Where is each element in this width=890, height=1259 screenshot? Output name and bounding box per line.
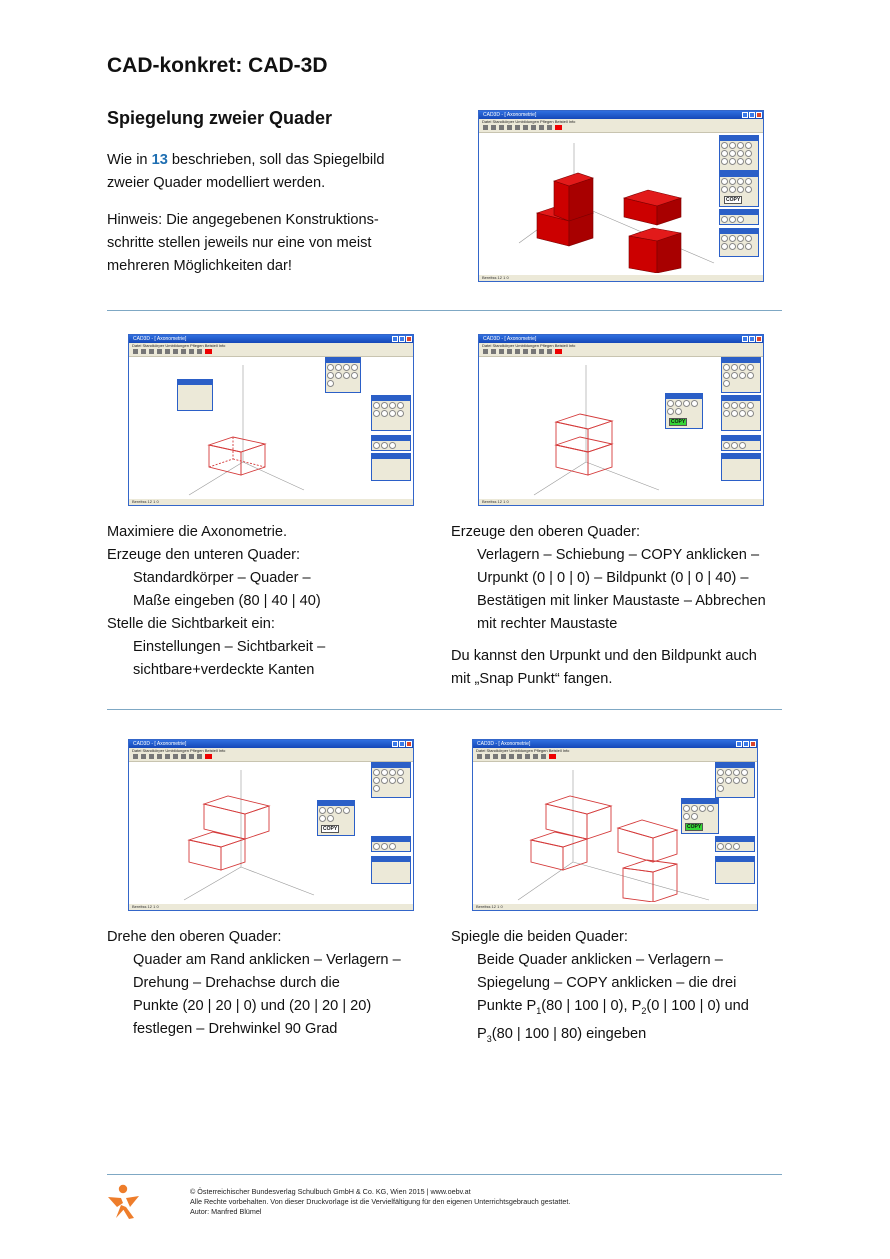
window-toolbar[interactable] xyxy=(479,124,763,133)
axonometric-view xyxy=(473,762,713,902)
copy-toggle[interactable]: COPY xyxy=(323,826,338,832)
transform-palette-floating[interactable] xyxy=(317,800,355,836)
maximize-icon[interactable] xyxy=(749,112,755,118)
maximize-icon[interactable] xyxy=(399,336,405,342)
divider xyxy=(107,709,782,710)
minimize-icon[interactable] xyxy=(392,741,398,747)
color-palette[interactable] xyxy=(715,856,755,884)
minimize-icon[interactable] xyxy=(736,741,742,747)
window-menubar[interactable]: Datei Standkörper Umbildungen Pflegen Beistell Info xyxy=(473,748,757,753)
close-icon[interactable] xyxy=(750,741,756,747)
standard-bodies-palette[interactable] xyxy=(721,357,761,393)
close-icon[interactable] xyxy=(406,741,412,747)
color-palette[interactable] xyxy=(371,856,411,884)
copy-toggle[interactable]: COPY xyxy=(687,824,702,830)
transform-palette[interactable] xyxy=(371,395,411,431)
cad-window-result xyxy=(478,110,764,282)
wireframe-cuboid xyxy=(209,437,265,475)
transform-palette-floating[interactable] xyxy=(681,798,719,834)
minimize-icon[interactable] xyxy=(742,336,748,342)
step1-text: Maximiere die Axonometrie. Erzeuge den unteren Quader: Standardkörper – Quader – Maße eingeben (80 | 40 | 40) Stelle die Sichtbarkeit ein: Einstellungen – Sichtbarkeit – sichtbare+verdeckte Kanten xyxy=(107,524,326,678)
page-title: CAD-konkret: CAD-3D xyxy=(107,54,328,77)
window-menubar[interactable]: Datei Standkörper Umbildungen Pflegen Beistell Info xyxy=(479,119,763,124)
window-toolbar[interactable] xyxy=(129,348,413,357)
window-titlebar: CAD3D - [ Axonometrie] xyxy=(479,111,763,119)
visibility-palette[interactable] xyxy=(721,435,761,451)
standard-bodies-palette[interactable] xyxy=(719,135,759,171)
maximize-icon[interactable] xyxy=(749,336,755,342)
status-bar: Bereitss 12 1 0 xyxy=(479,275,763,281)
window-menubar[interactable]: Datei Standkörper Umbildungen Pflegen Beistell Info xyxy=(479,343,763,348)
minimize-icon[interactable] xyxy=(742,112,748,118)
visibility-palette[interactable] xyxy=(371,435,411,451)
color-palette[interactable] xyxy=(371,453,411,481)
status-bar: Bereitss 12 1 0 xyxy=(129,499,413,505)
standard-bodies-palette[interactable] xyxy=(715,762,755,798)
wireframe-cuboids xyxy=(189,796,269,870)
window-toolbar[interactable] xyxy=(473,753,757,762)
step2-text: Erzeuge den oberen Quader: Verlagern – Schiebung – COPY anklicken – Urpunkt (0 | 0 | 0) – Bildpunkt (0 | 0 | 40) – Bestätigen mit linker Maustaste – Abbrechen mit rechter Maustaste Du kannst den Urpunkt und den Bildpunkt auch mit „Snap Punkt“ fangen. xyxy=(451,524,766,687)
step4-text: Spiegle die beiden Quader: Beide Quader anklicken – Verlagern – Spiegelung – COPY anklicken – die drei Punkte $P_1(80$ | 100 | 0), $P_2(0$ | 100 | 0) und $P_3(80$ | 100 | 80) eingeben xyxy=(451,929,749,1044)
solid-cuboids xyxy=(537,173,681,273)
status-bar: Bereitss 12 1 0 xyxy=(479,499,763,505)
step3-text: Drehe den oberen Quader: Quader am Rand anklicken – Verlagern – Drehung – Drehachse durch die Punkte (20 | 20 | 0) und (20 | 20 | 20) festlegen – Drehwinkel 90 Grad xyxy=(107,929,401,1037)
maximize-icon[interactable] xyxy=(399,741,405,747)
transform-palette[interactable] xyxy=(721,395,761,431)
minimize-icon[interactable] xyxy=(392,336,398,342)
color-palette[interactable] xyxy=(721,453,761,481)
reference-number[interactable]: 13 xyxy=(151,152,168,168)
section-title: Spiegelung zweier Quader xyxy=(107,108,333,128)
close-icon[interactable] xyxy=(406,336,412,342)
cad-window-step2: CAD3D - [ Axonometrie] Datei Standkörper Umbildungen Pflegen Beistell Info COPY Bereitss 12 1 0 xyxy=(478,334,764,506)
footer-divider xyxy=(107,1174,782,1175)
close-icon[interactable] xyxy=(756,336,762,342)
footer-text: © Österreichischer Bundesverlag Schulbuch GmbH & Co. KG, Wien 2015 | www.oebv.at Alle Rechte vorbehalten. Von dieser Druckvorlage ist die Vervielfältigung für den eigenen Unterrichtsgebrauch gestattet. Autor: Manfred Blümel xyxy=(190,1187,571,1216)
copy-toggle[interactable]: COPY xyxy=(671,419,686,425)
divider xyxy=(107,310,782,311)
standard-bodies-palette[interactable] xyxy=(371,762,411,798)
transform-palette[interactable] xyxy=(719,171,759,207)
visibility-palette[interactable] xyxy=(715,836,755,852)
close-icon[interactable] xyxy=(756,112,762,118)
cad-window-step4: CAD3D - [ Axonometrie] Datei Standkörper Umbildungen Pflegen Beistell Info COPY Bereitss 12 1 0 xyxy=(472,739,758,911)
window-toolbar[interactable] xyxy=(479,348,763,357)
wireframe-cuboids xyxy=(531,796,677,902)
window-toolbar[interactable] xyxy=(129,753,413,762)
visibility-palette[interactable] xyxy=(371,836,411,852)
oebv-logo-icon xyxy=(104,1183,142,1221)
cad-window-step1: CAD3D - [ Axonometrie] Datei Standkörper Umbildungen Pflegen Beistell Info Bereitss 12 1 0 xyxy=(128,334,414,506)
standard-bodies-palette[interactable] xyxy=(325,357,361,393)
dimension-dialog[interactable] xyxy=(177,379,213,411)
visibility-palette[interactable] xyxy=(719,209,759,225)
hint-paragraph: Hinweis: Die angegebenen Konstruktions-schritte stellen jeweils nur eine von meist mehreren Möglichkeiten dar! xyxy=(107,212,379,274)
status-bar: Bereitss 12 1 0 xyxy=(129,904,413,910)
maximize-icon[interactable] xyxy=(743,741,749,747)
axonometric-view xyxy=(479,133,719,273)
status-bar: Bereitss 12 1 0 xyxy=(473,904,757,910)
transform-palette-floating[interactable] xyxy=(665,393,703,429)
intro-paragraph: Wie in 13 beschrieben, soll das Spiegelbild zweier Quader modelliert werden. xyxy=(107,152,385,191)
window-menubar[interactable]: Datei Standkörper Umbildungen Pflegen Beistell Info xyxy=(129,748,413,753)
wireframe-cuboids xyxy=(556,414,612,475)
color-palette[interactable] xyxy=(719,228,759,257)
window-menubar[interactable]: Datei Standkörper Umbildungen Pflegen Beistell Info xyxy=(129,343,413,348)
copy-toggle[interactable]: COPY xyxy=(726,197,741,203)
cad-window-step3: CAD3D - [ Axonometrie] Datei Standkörper Umbildungen Pflegen Beistell Info COPY Bereitss 12 1 0 xyxy=(128,739,414,911)
